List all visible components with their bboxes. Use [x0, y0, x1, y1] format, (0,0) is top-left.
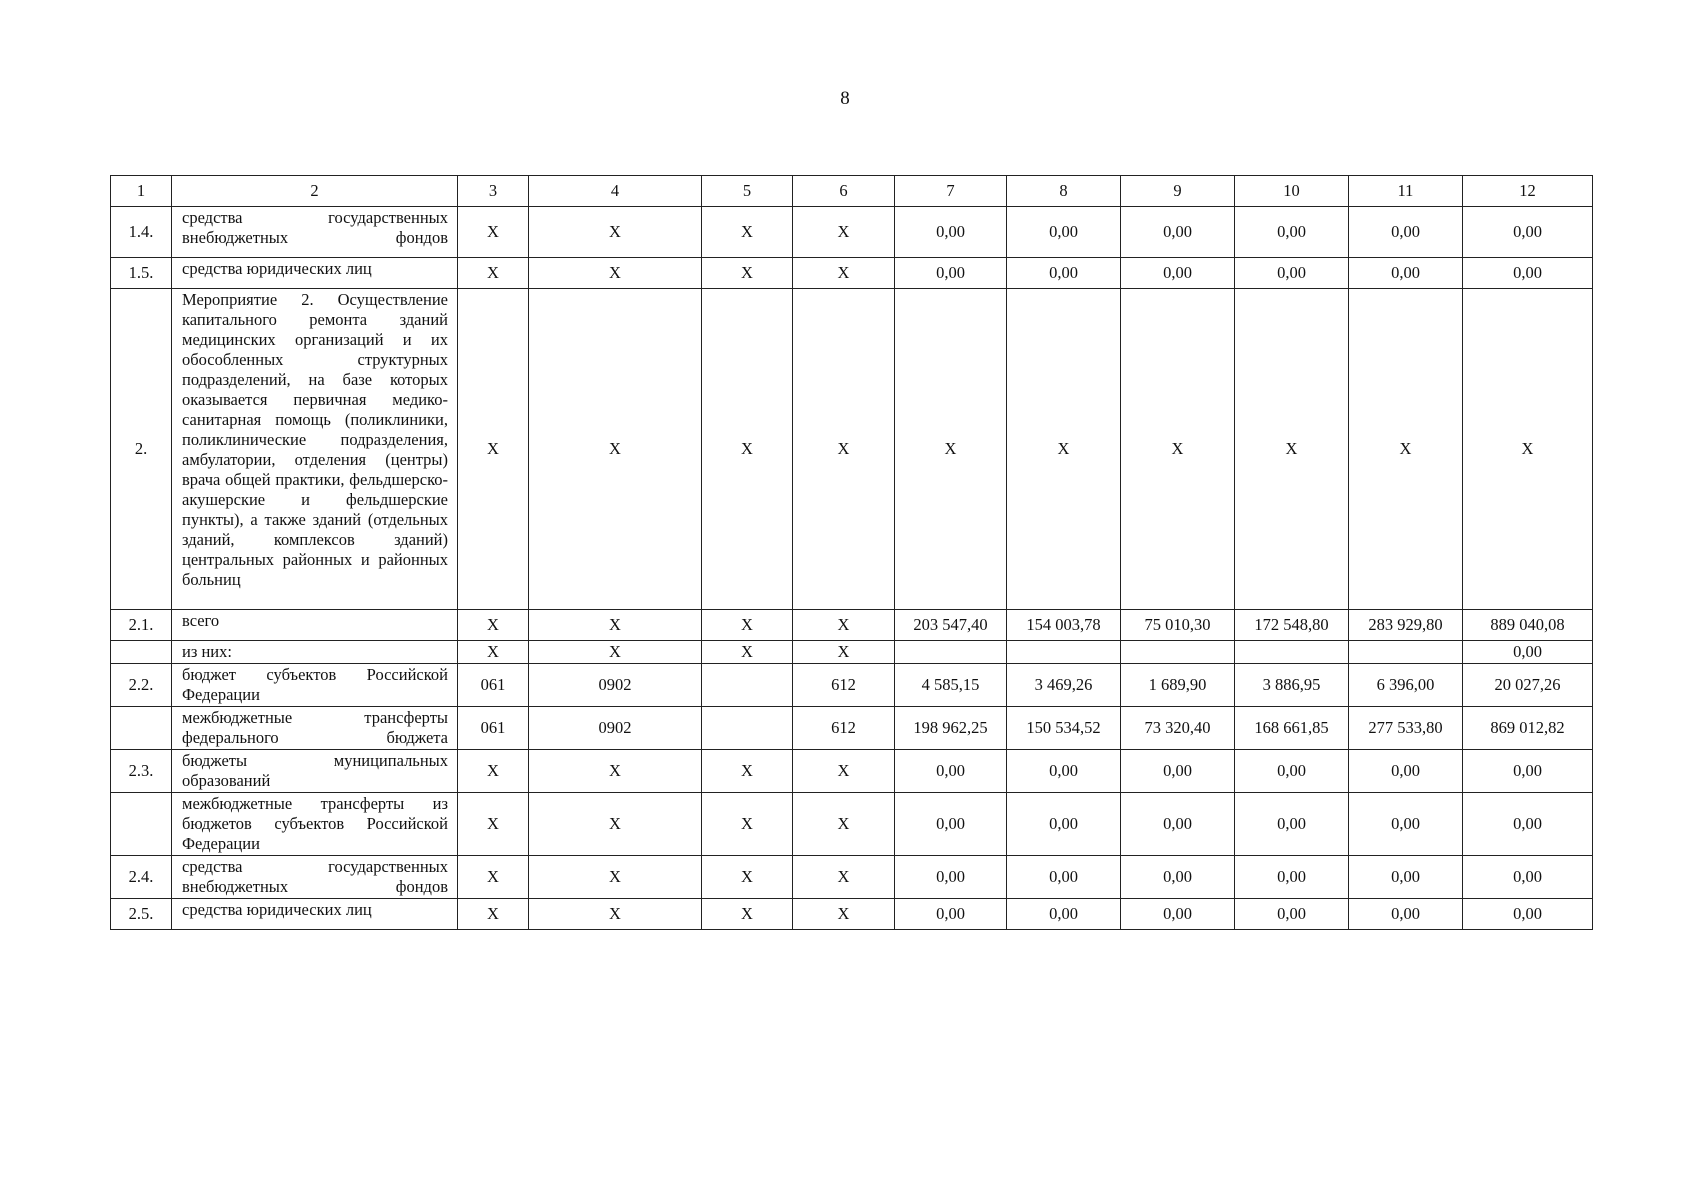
value-cell: 1 689,90	[1121, 664, 1235, 707]
value-cell: 4 585,15	[895, 664, 1007, 707]
value-cell: X	[793, 750, 895, 793]
column-header: 12	[1463, 176, 1593, 207]
column-header: 5	[702, 176, 793, 207]
value-cell: 73 320,40	[1121, 707, 1235, 750]
value-cell: 0,00	[895, 856, 1007, 899]
value-cell: X	[529, 750, 702, 793]
value-cell	[702, 707, 793, 750]
row-name-cell: всего	[172, 610, 458, 641]
value-cell: X	[1235, 289, 1349, 610]
value-cell: 0,00	[1349, 856, 1463, 899]
value-cell: X	[529, 289, 702, 610]
column-header: 9	[1121, 176, 1235, 207]
value-cell: 0,00	[1349, 207, 1463, 258]
value-cell: 3 469,26	[1007, 664, 1121, 707]
column-header: 3	[458, 176, 529, 207]
value-cell: 75 010,30	[1121, 610, 1235, 641]
value-cell: 0,00	[1235, 856, 1349, 899]
page-number: 8	[840, 88, 850, 109]
value-cell: 0,00	[1349, 750, 1463, 793]
column-header: 1	[111, 176, 172, 207]
value-cell: 0,00	[1121, 899, 1235, 930]
value-cell	[895, 641, 1007, 664]
row-name-cell: средства государственных внебюджетных фондов	[172, 856, 458, 899]
value-cell: X	[702, 750, 793, 793]
value-cell: 0,00	[1463, 793, 1593, 856]
value-cell: 198 962,25	[895, 707, 1007, 750]
value-cell: X	[793, 289, 895, 610]
row-name-cell: из них:	[172, 641, 458, 664]
column-header: 8	[1007, 176, 1121, 207]
value-cell: 0,00	[1235, 899, 1349, 930]
table-header-row	[111, 176, 1593, 207]
value-cell: 0,00	[1121, 207, 1235, 258]
row-number-cell	[111, 641, 172, 664]
value-cell: 0,00	[1121, 750, 1235, 793]
row-name-cell: бюджеты муниципальных образований	[172, 750, 458, 793]
row-number-cell: 2.4.	[111, 856, 172, 899]
value-cell: 0902	[529, 707, 702, 750]
value-cell: 6 396,00	[1349, 664, 1463, 707]
value-cell: 172 548,80	[1235, 610, 1349, 641]
value-cell: X	[702, 899, 793, 930]
value-cell: X	[529, 793, 702, 856]
value-cell: 0,00	[1121, 793, 1235, 856]
value-cell: 0,00	[1007, 750, 1121, 793]
value-cell	[1349, 641, 1463, 664]
value-cell: X	[458, 641, 529, 664]
value-cell	[702, 664, 793, 707]
value-cell: 0,00	[895, 207, 1007, 258]
row-name-cell: межбюджетные трансферты из бюджетов субъектов Российской Федерации	[172, 793, 458, 856]
value-cell: X	[702, 258, 793, 289]
value-cell: 0,00	[1007, 207, 1121, 258]
row-number-cell: 1.4.	[111, 207, 172, 258]
value-cell: X	[458, 856, 529, 899]
value-cell: X	[702, 793, 793, 856]
value-cell: X	[529, 856, 702, 899]
row-number-cell: 2.	[111, 289, 172, 610]
value-cell: 061	[458, 707, 529, 750]
row-number-cell: 2.5.	[111, 899, 172, 930]
value-cell: 0,00	[1463, 641, 1593, 664]
value-cell: 154 003,78	[1007, 610, 1121, 641]
value-cell: 203 547,40	[895, 610, 1007, 641]
value-cell: 0,00	[895, 750, 1007, 793]
value-cell: 612	[793, 707, 895, 750]
row-name-cell: средства государственных внебюджетных фондов	[172, 207, 458, 258]
value-cell: 0,00	[1007, 899, 1121, 930]
value-cell: 0,00	[1235, 793, 1349, 856]
value-cell: 0,00	[1463, 899, 1593, 930]
value-cell: 612	[793, 664, 895, 707]
value-cell: X	[793, 856, 895, 899]
value-cell: X	[458, 610, 529, 641]
value-cell: X	[529, 258, 702, 289]
table-row	[111, 641, 1593, 664]
row-number-cell: 2.1.	[111, 610, 172, 641]
value-cell: X	[1463, 289, 1593, 610]
column-header: 6	[793, 176, 895, 207]
value-cell: 277 533,80	[1349, 707, 1463, 750]
value-cell: X	[458, 289, 529, 610]
value-cell: X	[793, 258, 895, 289]
value-cell: 0,00	[1349, 899, 1463, 930]
value-cell: 0,00	[1463, 856, 1593, 899]
row-number-cell: 1.5.	[111, 258, 172, 289]
table-row	[111, 856, 1593, 899]
value-cell: X	[458, 750, 529, 793]
table-row	[111, 664, 1593, 707]
value-cell: 0,00	[1007, 856, 1121, 899]
value-cell: 20 027,26	[1463, 664, 1593, 707]
value-cell: X	[458, 899, 529, 930]
value-cell: X	[793, 610, 895, 641]
value-cell: X	[458, 258, 529, 289]
table-row	[111, 289, 1593, 610]
value-cell: 0,00	[895, 793, 1007, 856]
row-name-cell: межбюджетные трансферты федерального бюджета	[172, 707, 458, 750]
value-cell: 0,00	[1235, 258, 1349, 289]
column-header: 4	[529, 176, 702, 207]
row-number-cell	[111, 793, 172, 856]
value-cell: 0,00	[895, 258, 1007, 289]
column-header: 2	[172, 176, 458, 207]
budget-table	[110, 175, 1593, 930]
value-cell: X	[702, 856, 793, 899]
value-cell: X	[793, 641, 895, 664]
row-name-cell: бюджет субъектов Российской Федерации	[172, 664, 458, 707]
table-row	[111, 707, 1593, 750]
value-cell: X	[895, 289, 1007, 610]
value-cell: 0,00	[1463, 207, 1593, 258]
value-cell: X	[793, 793, 895, 856]
value-cell: 0,00	[1349, 258, 1463, 289]
value-cell: X	[529, 641, 702, 664]
value-cell: X	[529, 207, 702, 258]
value-cell: X	[529, 610, 702, 641]
row-number-cell	[111, 707, 172, 750]
table-row	[111, 258, 1593, 289]
row-number-cell: 2.3.	[111, 750, 172, 793]
value-cell: 0,00	[1463, 258, 1593, 289]
value-cell: X	[1349, 289, 1463, 610]
value-cell: X	[702, 207, 793, 258]
value-cell: 0,00	[1007, 258, 1121, 289]
value-cell: 889 040,08	[1463, 610, 1593, 641]
value-cell	[1007, 641, 1121, 664]
value-cell: 283 929,80	[1349, 610, 1463, 641]
value-cell: 0,00	[1121, 258, 1235, 289]
row-name-cell: средства юридических лиц	[172, 258, 458, 289]
value-cell: 3 886,95	[1235, 664, 1349, 707]
value-cell: 168 661,85	[1235, 707, 1349, 750]
value-cell: X	[702, 289, 793, 610]
table-row	[111, 610, 1593, 641]
value-cell: 0,00	[1235, 207, 1349, 258]
table-row	[111, 750, 1593, 793]
column-header: 10	[1235, 176, 1349, 207]
row-name-cell: средства юридических лиц	[172, 899, 458, 930]
row-number-cell: 2.2.	[111, 664, 172, 707]
value-cell: X	[793, 207, 895, 258]
table-row	[111, 899, 1593, 930]
value-cell: X	[1007, 289, 1121, 610]
value-cell: X	[458, 793, 529, 856]
value-cell: 869 012,82	[1463, 707, 1593, 750]
row-name-cell: Мероприятие 2. Осуществление капитального ремонта зданий медицинских организаций и их обособленных структурных подразделений, на базе которых оказывается первичная медико-санитарная помощь (поликлиники, поликлинические подразделения, амбулатории, отделения (центры) врача общей практики, фельдшерско-акушерские и фельдшерские пункты), а также зданий (отдельных зданий, комплексов зданий) центральных районных и районных больниц	[172, 289, 458, 610]
value-cell: X	[793, 899, 895, 930]
table-row	[111, 207, 1593, 258]
value-cell: 061	[458, 664, 529, 707]
value-cell: X	[529, 899, 702, 930]
value-cell	[1121, 641, 1235, 664]
value-cell: 0,00	[1235, 750, 1349, 793]
value-cell: 0,00	[895, 899, 1007, 930]
value-cell: 150 534,52	[1007, 707, 1121, 750]
value-cell: X	[702, 610, 793, 641]
value-cell: X	[1121, 289, 1235, 610]
column-header: 7	[895, 176, 1007, 207]
value-cell: X	[458, 207, 529, 258]
value-cell: 0,00	[1349, 793, 1463, 856]
value-cell: X	[702, 641, 793, 664]
value-cell: 0,00	[1121, 856, 1235, 899]
value-cell: 0902	[529, 664, 702, 707]
value-cell: 0,00	[1007, 793, 1121, 856]
value-cell	[1235, 641, 1349, 664]
column-header: 11	[1349, 176, 1463, 207]
table-row	[111, 793, 1593, 856]
value-cell: 0,00	[1463, 750, 1593, 793]
